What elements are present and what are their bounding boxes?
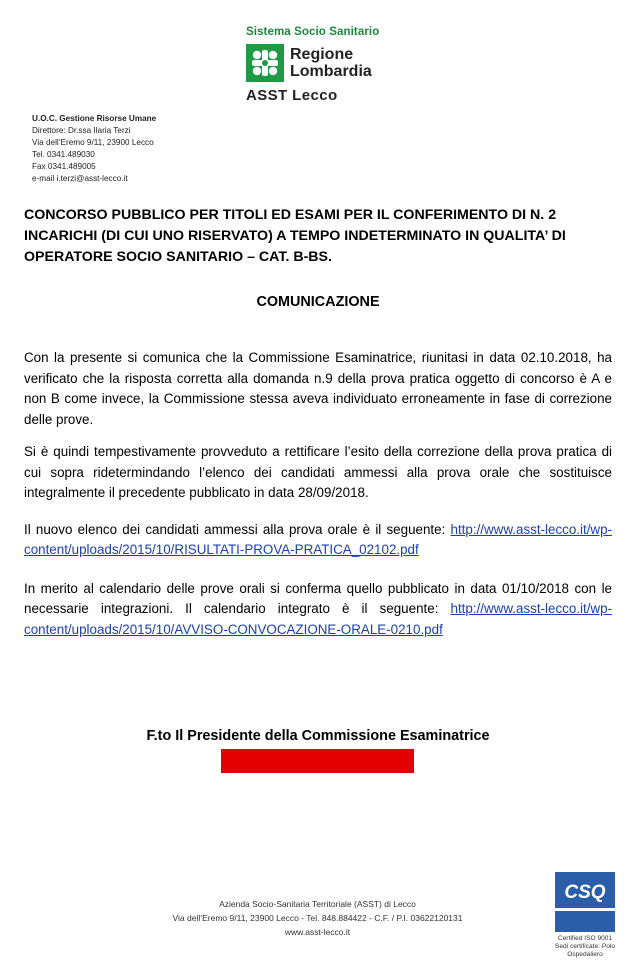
sender-tel: Tel. 0341.489030 (32, 150, 95, 159)
certification (540, 872, 630, 959)
lombardia-rose-icon (246, 44, 284, 82)
sender-email: e-mail i.terzi@asst-lecco.it (32, 174, 128, 183)
sender-address: Via dell’Eremo 9/11, 23900 Lecco (32, 138, 154, 147)
logo-region-line1: Regione (290, 46, 354, 63)
signature-line: F.to Il Presidente della Commissione Esaminatrice (146, 728, 490, 744)
csq-stripe (555, 908, 615, 911)
logo-region (290, 46, 372, 80)
calendar-link[interactable]: http://www.asst-lecco.it/wp-content/uploads/2015/10/AVVISO-CONVOCAZIONE-ORALE-0210.pdf (24, 601, 612, 637)
paragraph-3-text: Il nuovo elenco dei candidati ammessi alla prova orale è il seguente: (24, 521, 451, 537)
footer-line-1: Azienda Socio-Sanitaria Territoriale (ASST) di Lecco (219, 899, 416, 909)
body-paragraph-4 (24, 579, 612, 641)
document-subtitle: COMUNICAZIONE (256, 294, 380, 310)
footer (140, 897, 495, 939)
body-paragraph-3 (24, 520, 612, 561)
csq-logo-text: CSQ (564, 882, 606, 903)
results-link[interactable]: http://www.asst-lecco.it/wp-content/uploads/2015/10/RISULTATI-PROVA-PRATICA_02102.pdf (24, 521, 612, 557)
csq-logo-icon (555, 872, 615, 932)
footer-line-2: Via dell’Eremo 9/11, 23900 Lecco - Tel. 848.884422 - C.F. / P.I. 03622120131 (172, 913, 463, 923)
redacted-signature (221, 749, 414, 773)
footer-line-3: www.asst-lecco.it (284, 927, 351, 937)
cert-line-2: Sedi certificate: Polo Ospedaliero (554, 943, 616, 958)
body-paragraph-1: Con la presente si comunica che la Commissione Esaminatrice, riunitasi in data 02.10.2018, ha verificato che la risposta corretta alla domanda n.9 della prova pratica oggetto di concorso è A e non B come invece, la Commissione stessa aveva individuato erroneamente in fase di correzione delle prove. (24, 350, 612, 427)
document-body (24, 348, 612, 652)
sender-director: Direttore: Dr.ssa Ilaria Terzi (32, 126, 131, 135)
body-paragraph-2: Si è quindi tempestivamente provveduto a rettificare l’esito della correzione della prova pratica di cui sopra ridetermindando l’elenco dei candidati ammessi alla prova orale che sostituisce integralmente il precedente pubblicato in data 28/09/2018. (24, 444, 612, 500)
sender-fax: Fax 0341.489005 (32, 162, 96, 171)
logo-system-text: Sistema Socio Sanitario (246, 26, 380, 38)
asst-lecco-logo (246, 26, 406, 104)
paragraph-4-text: In merito al calendario delle prove orali si conferma quello pubblicato in data 01/10/2018 con le necessarie integrazioni. Il calendario integrato è il seguente: (24, 580, 612, 616)
logo-asst-text: ASST Lecco (246, 87, 338, 104)
cert-line-1: Certified ISO 9001 (557, 935, 613, 942)
sender-unit: U.O.C. Gestione Risorse Umane (32, 114, 157, 123)
logo-region-line2: Lombardia (290, 63, 372, 80)
document-title: CONCORSO PUBBLICO PER TITOLI ED ESAMI PER IL CONFERIMENTO DI N. 2 INCARICHI (DI CUI UNO RISERVATO) A TEMPO INDETERMINATO IN QUALITA’ DI OPERATORE SOCIO SANITARIO – CAT. B-BS. (24, 207, 566, 265)
logo-row (246, 44, 406, 82)
sender-block (32, 113, 156, 185)
